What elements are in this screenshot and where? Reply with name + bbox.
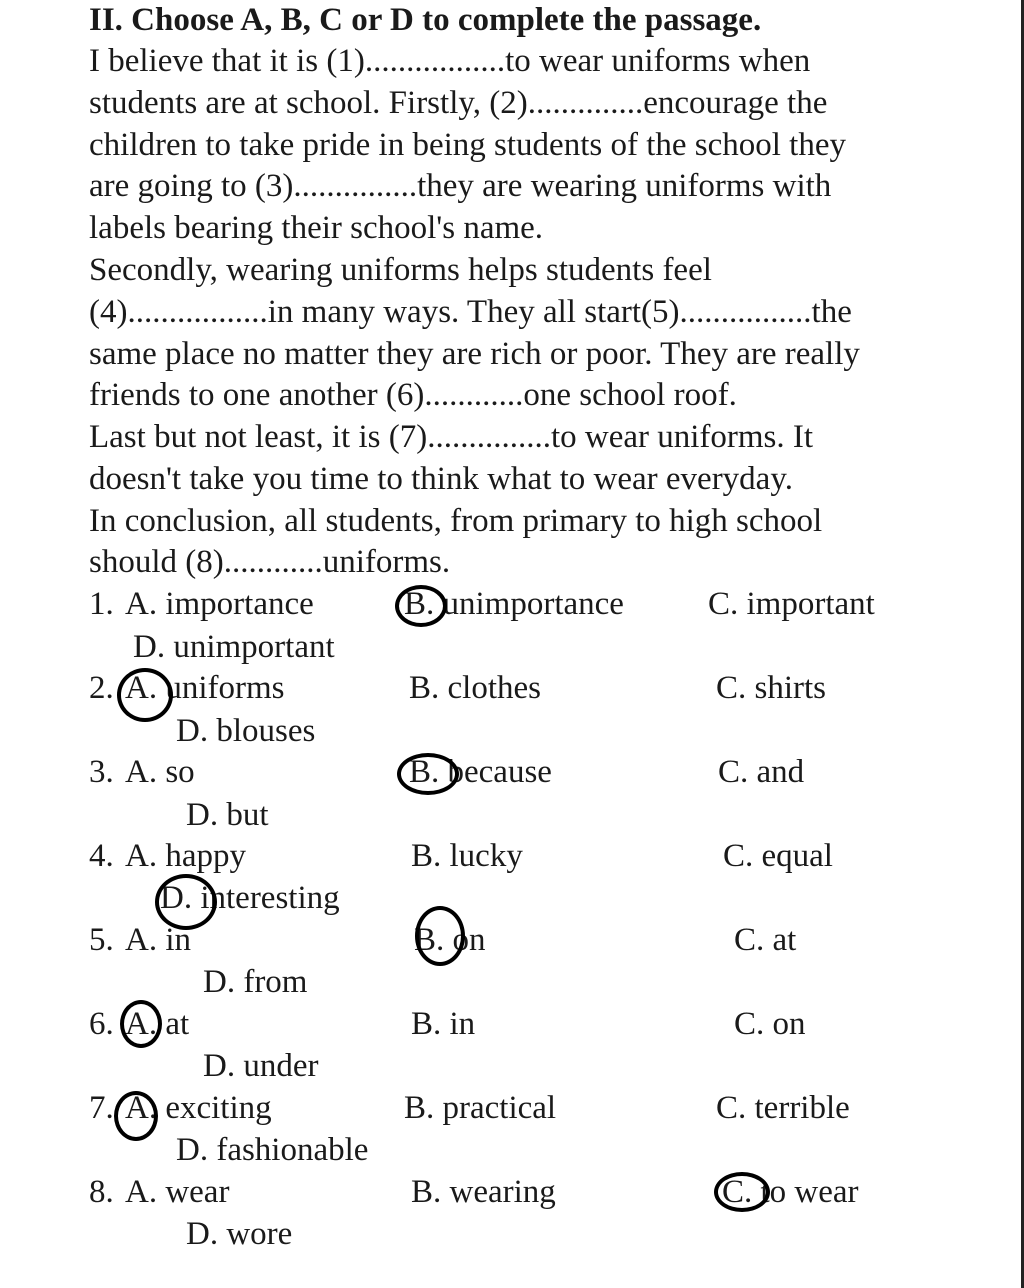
passage-line: Last but not least, it is (7)...............to wear uniforms. It [89, 419, 814, 455]
option-a[interactable]: A. at [125, 1006, 190, 1042]
option-a[interactable]: A. importance [125, 586, 314, 622]
passage-line: labels bearing their school's name. [89, 210, 544, 246]
option-d[interactable]: D. blouses [176, 713, 316, 749]
passage-line: same place no matter they are rich or poor. They are really [89, 336, 860, 372]
question-number: 2. [89, 670, 114, 706]
passage-line: (4).................in many ways. They all start(5)................the [89, 294, 852, 330]
option-b[interactable]: B. on [414, 922, 486, 958]
question-number: 7. [89, 1090, 114, 1126]
passage-line: children to take pride in being students of the school they [89, 127, 846, 163]
option-a[interactable]: A. happy [125, 838, 246, 874]
option-b[interactable]: B. in [411, 1006, 476, 1042]
option-c[interactable]: C. important [708, 586, 875, 622]
option-c[interactable]: C. and [718, 754, 805, 790]
option-c[interactable]: C. terrible [716, 1090, 850, 1126]
option-d[interactable]: D. from [203, 964, 308, 1000]
option-d[interactable]: D. but [186, 797, 269, 833]
question-number: 3. [89, 754, 114, 790]
option-d[interactable]: D. unimportant [133, 629, 335, 665]
option-a[interactable]: A. in [125, 922, 191, 958]
question-number: 5. [89, 922, 114, 958]
passage-line: students are at school. Firstly, (2)..............encourage the [89, 85, 828, 121]
option-d[interactable]: D. wore [186, 1216, 293, 1252]
option-b[interactable]: B. practical [404, 1090, 557, 1126]
question-number: 1. [89, 586, 114, 622]
option-c[interactable]: C. at [734, 922, 797, 958]
passage-line: should (8)............uniforms. [89, 544, 451, 580]
passage-line: are going to (3)...............they are wearing uniforms with [89, 168, 832, 204]
option-c[interactable]: C. equal [723, 838, 833, 874]
option-b[interactable]: B. unimportance [404, 586, 624, 622]
passage-line: In conclusion, all students, from primary to high school [89, 503, 823, 539]
option-b[interactable]: B. lucky [411, 838, 523, 874]
question-number: 4. [89, 838, 114, 874]
question-number: 6. [89, 1006, 114, 1042]
option-d[interactable]: D. fashionable [176, 1132, 369, 1168]
option-a[interactable]: A. so [125, 754, 195, 790]
option-c[interactable]: C. on [734, 1006, 806, 1042]
passage-line: I believe that it is (1).................to wear uniforms when [89, 43, 811, 79]
option-a[interactable]: A. uniforms [125, 670, 285, 706]
option-b[interactable]: B. because [409, 754, 552, 790]
option-b[interactable]: B. clothes [409, 670, 541, 706]
passage-line: doesn't take you time to think what to wear everyday. [89, 461, 793, 497]
option-c[interactable]: C. shirts [716, 670, 827, 706]
option-b[interactable]: B. wearing [411, 1174, 556, 1210]
option-a[interactable]: A. wear [125, 1174, 230, 1210]
option-c[interactable]: C. to wear [722, 1174, 859, 1210]
option-d[interactable]: D. under [203, 1048, 319, 1084]
passage-line: Secondly, wearing uniforms helps students feel [89, 252, 712, 288]
passage-line: friends to one another (6)............one school roof. [89, 377, 737, 413]
section-title: II. Choose A, B, C or D to complete the passage. [89, 2, 762, 38]
option-a[interactable]: A. exciting [125, 1090, 272, 1126]
question-number: 8. [89, 1174, 114, 1210]
option-d[interactable]: D. interesting [160, 880, 340, 916]
